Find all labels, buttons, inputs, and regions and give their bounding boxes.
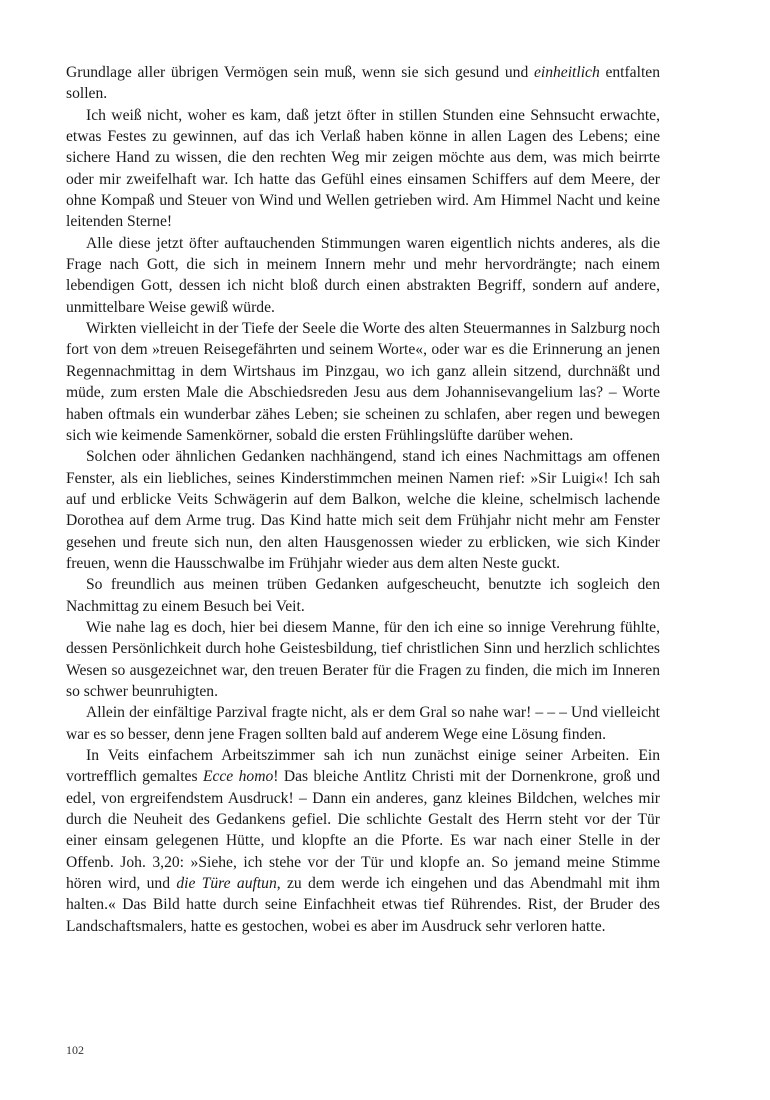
paragraph: Wie nahe lag es doch, hier bei diesem Manne, für den ich eine so innige Verehrung fühlte, dessen Persönlichkeit durch hohe Geistesbildung, tief christlichen Sinn und herzlich schlichtes Wesen so ausgezeichnet war, den treuen Berater für die Fragen zu finden, die mich im Inneren so schwer beunruhigten. [66, 618, 660, 700]
emphasis: einheitlich [533, 64, 600, 81]
body-text [66, 62, 660, 937]
paragraph: Allein der einfältige Parzival fragte nicht, als er dem Gral so nahe war! – – – Und vielleicht war es so besser, denn jene Fragen sollten bald auf anderem Wege eine Lösung finden. [66, 704, 660, 743]
paragraph: In Veits einfachem Arbeitszimmer sah ich nun zunächst einige seiner Arbeiten. Ein vortrefflich gemaltes Ecce homo! Das bleiche Antlitz Christi mit der Dornenkrone, groß und edel, von ergreifendstem Ausdruck! – Dann ein anderes, ganz kleines Bildchen, welches mir durch die Neuheit des Gedankens gefiel. Die schlichte Gestalt des Herrn steht vor der Tür einer einsam gelegenen Hütte, und klopfte an die Pforte. Es war nach einer Stelle in der Offenb. Joh. 3,20: »Siehe, ich stehe vor der Tür und klopfe an. So jemand meine Stimme hören wird, und die Türe auftun, zu dem werde ich eingehen und das Abendmahl mit ihm halten.« Das Bild hatte durch seine Einfachheit etwas tief Rührendes. Rist, der Bruder des Landschaftsmalers, hatte es gestochen, wobei es aber im Ausdruck sehr verloren hatte. [66, 747, 661, 935]
page-number: 102 [66, 1043, 84, 1057]
paragraph: Ich weiß nicht, woher es kam, daß jetzt öfter in stillen Stunden eine Sehnsucht erwachte, etwas Festes zu gewinnen, auf das ich Verlaß haben könne in allen Lagen des Lebens; eine sichere Hand zu wissen, die den rechten Weg mir zeigen möchte aus dem, was mich beirrte oder mir zweifelhaft war. Ich hatte das Gefühl eines einsamen Schiffers auf dem Meere, der ohne Kompaß und Steuer von Wind und Wellen getrieben wird. Am Himmel Nacht und keine leitenden Sterne! [66, 106, 660, 231]
paragraph: Solchen oder ähnlichen Gedanken nachhängend, stand ich eines Nachmittags am offenen Fenster, als ein liebliches, seines Kinderstimmchen meinen Namen rief: »Sir Luigi«! Ich sah auf und erblicke Veits Schwägerin auf dem Balkon, welche die kleine, schelmisch lachende Dorothea auf dem Arme trug. Das Kind hatte mich seit dem Frühjahr nicht mehr am Fenster gesehen und freute sich nun, den alten Hausgenossen wieder zu erblicken, wie sich Kinder freuen, wenn die Hausschwalbe im Frühjahr wieder aus dem alten Neste guckt. [66, 448, 660, 572]
paragraph: Alle diese jetzt öfter auftauchenden Stimmungen waren eigentlich nichts anderes, als die Frage nach Gott, die sich in meinem Innern mehr und mehr hervordrängte; nach einem lebendigen Gott, dessen ich nicht bloß durch einen abstrakten Begriff, sondern auf andere, unmittelbare Weise gewiß würde. [66, 234, 660, 316]
emphasis: die Türe auftun [176, 875, 277, 893]
emphasis: Ecce homo [202, 768, 274, 786]
paragraph: Grundlage aller übrigen Vermögen sein muß, wenn sie sich gesund und einheitlich entfalten sollen. [66, 64, 660, 103]
paragraph: Wirkten vielleicht in der Tiefe der Seele die Worte des alten Steuermannes in Salzburg noch fort von dem »treuen Reisegefährten und seinem Worte«, oder war es die Erinnerung an jenen Regennachmittag in dem Wirtshaus im Pinzgau, wo ich ganz allein sitzend, durchnäßt und müde, zum ersten Male die Abschiedsreden Jesu aus dem Johannisevangelium las? – Worte haben oftmals ein wunderbar zähes Leben; sie scheinen zu schlafen, aber regen und bewegen sich wie keimende Samenkörner, sobald die ersten Frühlingslüfte darüber wehen. [66, 320, 660, 444]
paragraph: So freundlich aus meinen trüben Gedanken aufgescheucht, benutzte ich sogleich den Nachmittag zu einem Besuch bei Veit. [66, 576, 660, 615]
